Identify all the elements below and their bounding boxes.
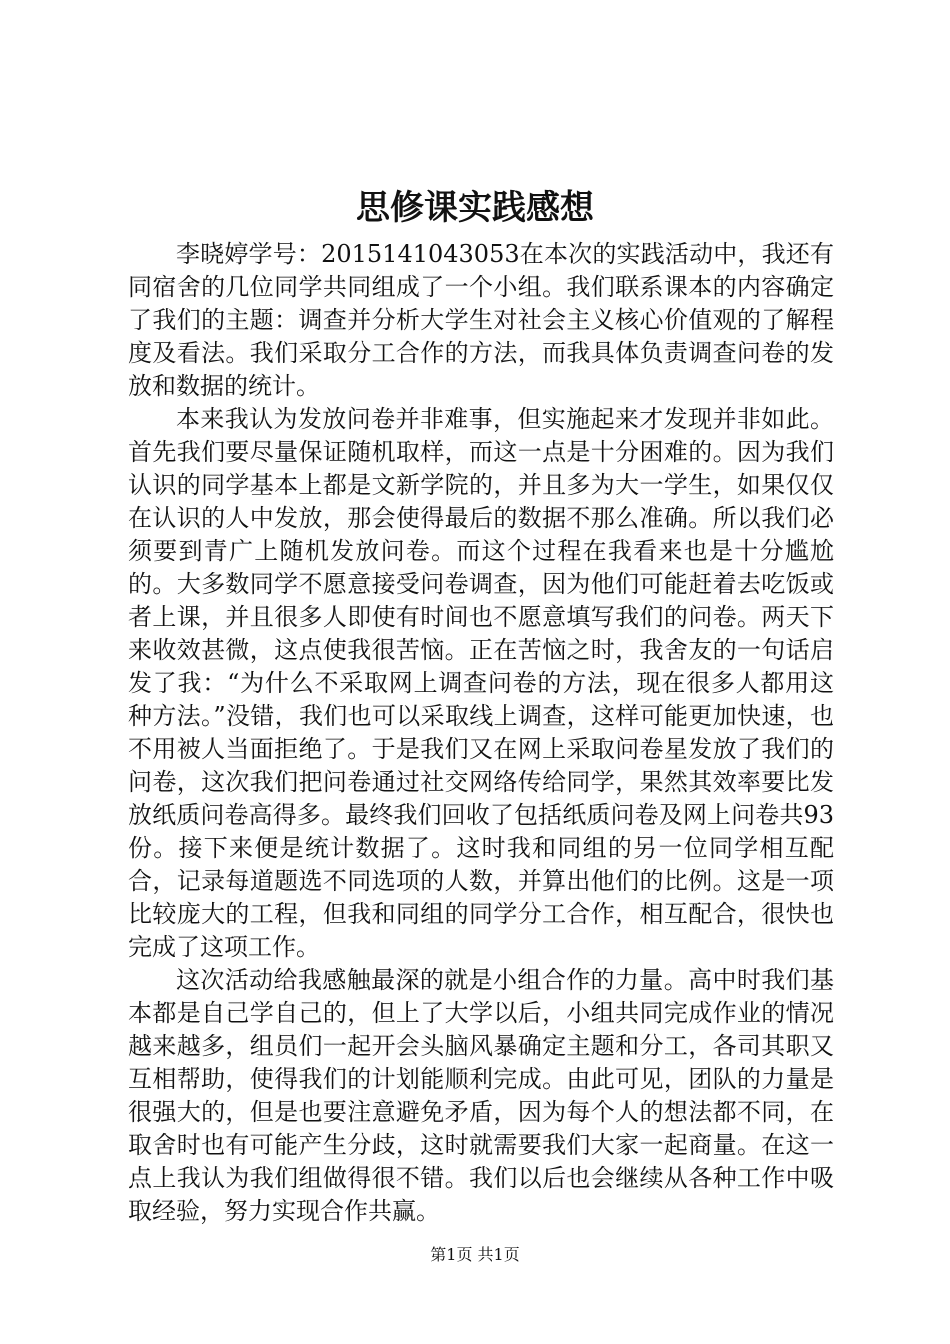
document-body	[128, 238, 834, 1228]
paragraph-2: 本来我认为发放问卷并非难事，但实施起来才发现并非如此。首先我们要尽量保证随机取样，而这一点是十分困难的。因为我们认识的同学基本上都是文新学院的，并且多为大一学生，如果仅仅在认识的人中发放，那会使得最后的数据不那么准确。所以我们必须要到青广上随机发放问卷。而这个过程在我看来也是十分尴尬的。大多数同学不愿意接受问卷调查，因为他们可能赶着去吃饭或者上课，并且很多人即使有时间也不愿意填写我们的问卷。两天下来收效甚微，这点使我很苦恼。正在苦恼之时，我舍友的一句话启发了我：“为什么不采取网上调查问卷的方法，现在很多人都用这种方法。”没错，我们也可以采取线上调查，这样可能更加快速，也不用被人当面拒绝了。于是我们又在网上采取问卷星发放了我们的问卷，这次我们把问卷通过社交网络传给同学，果然其效率要比发放纸质问卷高得多。最终我们回收了包括纸质问卷及网上问卷共93份。接下来便是统计数据了。这时我和同组的另一位同学相互配合，记录每道题选不同选项的人数，并算出他们的比例。这是一项比较庞大的工程，但我和同组的同学分工合作，相互配合，很快也完成了这项工作。	[128, 405, 834, 961]
page-footer: 第1页 共1页	[430, 1245, 520, 1264]
paragraph-3: 这次活动给我感触最深的就是小组合作的力量。高中时我们基本都是自己学自己的，但上了大学以后，小组共同完成作业的情况越来越多，组员们一起开会头脑风暴确定主题和分工，各司其职又互相帮助，使得我们的计划能顺利完成。由此可见，团队的力量是很强大的，但是也要注意避免矛盾，因为每个人的想法都不同，在取舍时也有可能产生分歧，这时就需要我们大家一起商量。在这一点上我认为我们组做得很不错。我们以后也会继续从各种工作中吸取经验，努力实现合作共赢。	[128, 966, 834, 1225]
paragraph-1: 李晓婷学号：2015141043053在本次的实践活动中，我还有同宿舍的几位同学共同组成了一个小组。我们联系课本的内容确定了我们的主题：调查并分析大学生对社会主义核心价值观的了解程度及看法。我们采取分工合作的方法，而我具体负责调查问卷的发放和数据的统计。	[128, 240, 834, 400]
page-title: 思修课实践感想	[356, 188, 594, 228]
